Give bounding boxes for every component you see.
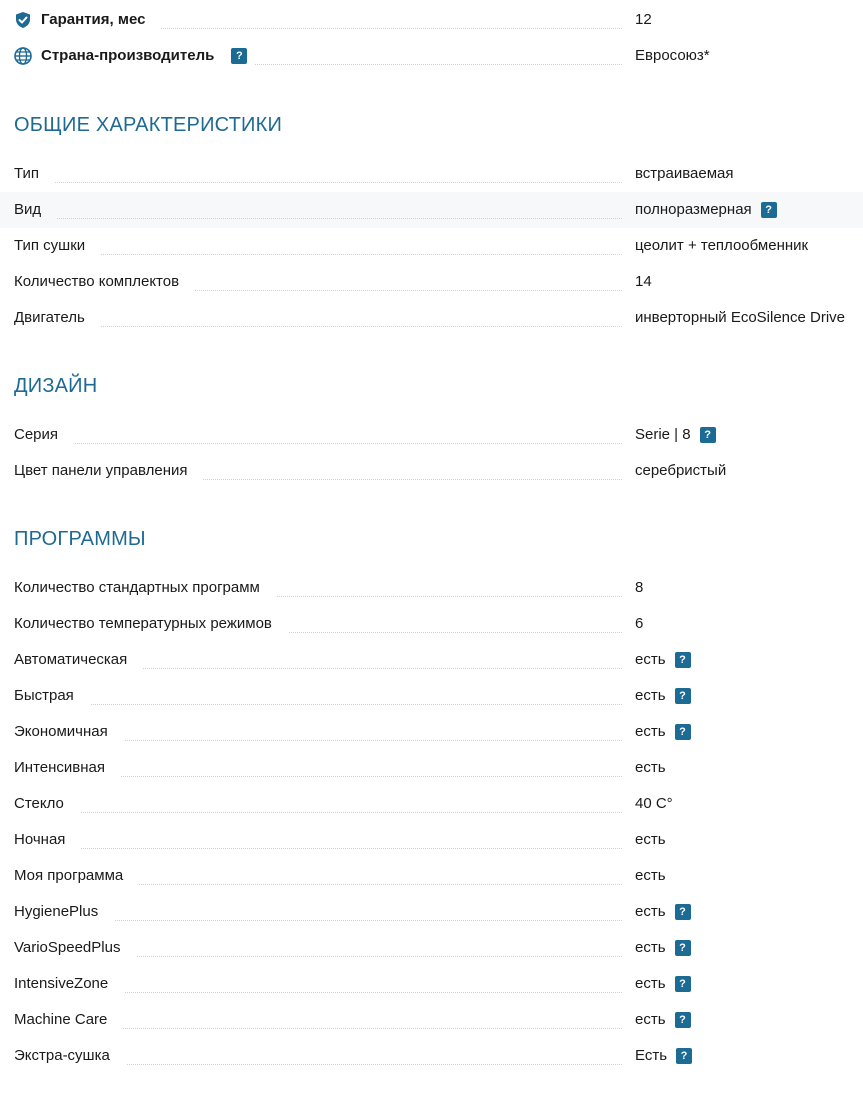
spec-label: Экономичная — [14, 723, 116, 741]
spec-row — [0, 264, 863, 300]
dotted-leader — [14, 704, 622, 705]
spec-value: есть — [635, 759, 666, 776]
spec-label: Тип сушки — [14, 237, 93, 255]
spec-row — [0, 894, 863, 930]
spec-value: есть — [635, 1011, 666, 1028]
spec-row — [0, 858, 863, 894]
spec-row — [0, 1002, 863, 1038]
spec-label: Интенсивная — [14, 759, 113, 777]
spec-row — [0, 678, 863, 714]
spec-row — [0, 453, 863, 489]
spec-value: встраиваемая — [635, 165, 734, 182]
dotted-leader — [14, 182, 622, 183]
shield-check-icon — [14, 11, 32, 29]
spec-label: Экстра-сушка — [14, 1047, 118, 1065]
dotted-leader — [14, 254, 622, 255]
spec-value-wrap — [635, 2, 652, 38]
spec-label: Вид — [14, 201, 49, 219]
dotted-leader — [14, 443, 622, 444]
spec-value: 6 — [635, 615, 644, 632]
spec-value: 40 С° — [635, 795, 673, 812]
spec-value-wrap — [635, 38, 710, 74]
spec-label: IntensiveZone — [14, 975, 116, 993]
spec-label: Количество температурных режимов — [14, 615, 280, 633]
spec-label: Страна-производитель — [41, 47, 222, 65]
spec-value: полноразмерная — [635, 201, 752, 218]
spec-row — [0, 606, 863, 642]
spec-label: Machine Care — [14, 1011, 115, 1029]
spec-label: HygienePlus — [14, 903, 106, 921]
spec-row — [0, 570, 863, 606]
help-icon[interactable]: ? — [675, 904, 691, 920]
spec-label: Количество комплектов — [14, 273, 187, 291]
spec-label: Количество стандартных программ — [14, 579, 268, 597]
dotted-leader — [14, 218, 622, 219]
help-icon[interactable]: ? — [675, 1012, 691, 1028]
spec-value: есть — [635, 939, 666, 956]
spec-row — [0, 966, 863, 1002]
spec-value: есть — [635, 687, 666, 704]
help-icon[interactable]: ? — [676, 1048, 692, 1064]
spec-value: 12 — [635, 11, 652, 28]
section-title-design: ДИЗАЙН — [14, 375, 98, 397]
spec-row — [0, 300, 863, 336]
spec-value: инверторный EcoSilence Drive — [635, 309, 846, 326]
spec-row — [0, 192, 863, 228]
spec-label: Гарантия, мес — [41, 11, 153, 29]
spec-label: Быстрая — [14, 687, 82, 705]
spec-value: есть — [635, 903, 666, 920]
spec-label: Стекло — [14, 795, 72, 813]
help-icon[interactable]: ? — [675, 976, 691, 992]
spec-value: Евросоюз* — [635, 47, 710, 64]
spec-value: Есть — [635, 1047, 668, 1064]
help-icon[interactable]: ? — [761, 202, 777, 218]
dotted-leader — [14, 326, 622, 327]
spec-row-country — [0, 38, 863, 74]
dotted-leader — [14, 848, 622, 849]
spec-row — [0, 417, 863, 453]
spec-row — [0, 930, 863, 966]
help-icon[interactable]: ? — [675, 688, 691, 704]
spec-row — [0, 1038, 863, 1074]
spec-row — [0, 786, 863, 822]
dotted-leader — [14, 812, 622, 813]
spec-label: Ночная — [14, 831, 73, 849]
help-icon[interactable]: ? — [675, 940, 691, 956]
spec-row — [0, 822, 863, 858]
spec-row — [0, 750, 863, 786]
spec-label-wrap — [14, 38, 622, 74]
spec-label: Двигатель — [14, 309, 93, 327]
spec-row — [0, 156, 863, 192]
help-icon[interactable]: ? — [675, 724, 691, 740]
spec-value: есть — [635, 651, 666, 668]
spec-row-warranty — [0, 2, 863, 38]
spec-row — [0, 228, 863, 264]
spec-label: Моя программа — [14, 867, 131, 885]
spec-label: Серия — [14, 426, 66, 444]
spec-value: 8 — [635, 579, 644, 596]
spec-value: серебристый — [635, 462, 727, 479]
spec-value: есть — [635, 975, 666, 992]
spec-label: Тип — [14, 165, 47, 183]
spec-value: есть — [635, 831, 666, 848]
spec-row — [0, 642, 863, 678]
spec-value: цеолит + теплообменник — [635, 237, 809, 254]
help-icon[interactable]: ? — [231, 48, 247, 64]
spec-row — [0, 714, 863, 750]
spec-value: есть — [635, 867, 666, 884]
spec-label: VarioSpeedPlus — [14, 939, 128, 957]
spec-label: Цвет панели управления — [14, 462, 195, 480]
spec-label-wrap — [14, 2, 622, 38]
section-title-general: ОБЩИЕ ХАРАКТЕРИСТИКИ — [14, 114, 283, 136]
spec-label: Автоматическая — [14, 651, 135, 669]
globe-icon — [14, 47, 32, 65]
spec-value: 14 — [635, 273, 652, 290]
help-icon[interactable]: ? — [700, 427, 716, 443]
help-icon[interactable]: ? — [675, 652, 691, 668]
spec-value: Serie | 8 — [635, 426, 691, 443]
spec-value: есть — [635, 723, 666, 740]
section-title-programs: ПРОГРАММЫ — [14, 528, 146, 550]
